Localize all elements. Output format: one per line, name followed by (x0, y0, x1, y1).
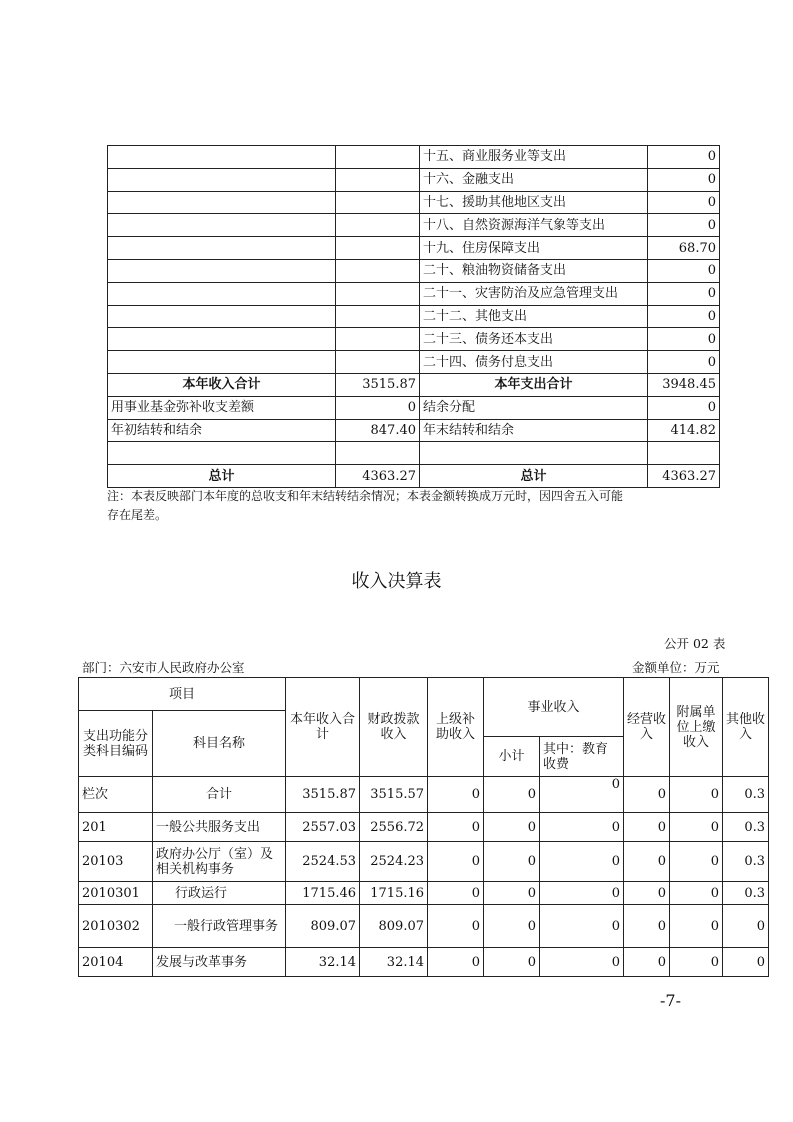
page-number: -7- (660, 991, 681, 1010)
row-fiscal: 1715.16 (360, 882, 428, 905)
income-statement-table (78, 677, 769, 977)
expense-total-label: 本年支出合计 (420, 373, 648, 396)
row-name: 政府办公厅（室）及相关机构事务 (153, 842, 286, 882)
row-edu: 0 (540, 813, 624, 842)
totals-row (108, 373, 720, 396)
expense-value: 0 (648, 305, 720, 328)
header-superior-subsidy: 上级补助收入 (428, 678, 484, 777)
table-row (79, 842, 769, 882)
fund-label: 用事业基金弥补收支差额 (108, 396, 336, 419)
row-other: 0 (723, 948, 769, 977)
table-row (108, 146, 720, 169)
table-row (79, 905, 769, 948)
row-superior: 0 (428, 905, 484, 948)
form-code: 公开 02 表 (664, 636, 726, 651)
expense-value: 0 (648, 351, 720, 374)
income-total-value: 3515.87 (336, 373, 420, 396)
row-affiliated: 0 (670, 948, 723, 977)
table-row (108, 396, 720, 419)
table-row (108, 419, 720, 442)
row-subtotal: 0 (484, 948, 540, 977)
expense-label: 十五、商业服务业等支出 (420, 146, 648, 169)
row-name: 行政运行 (153, 882, 286, 905)
header-business-income: 事业收入 (484, 678, 624, 737)
section-title: 收入决算表 (351, 571, 442, 592)
table-row (108, 237, 720, 260)
table-row (108, 191, 720, 214)
grand-total-value: 4363.27 (648, 465, 720, 488)
table-row (108, 282, 720, 305)
table-row (108, 259, 720, 282)
row-operating: 0 (624, 882, 670, 905)
row-edu: 0 (540, 948, 624, 977)
expense-value: 68.70 (648, 237, 720, 260)
unit-label: 金额单位：万元 (632, 660, 720, 675)
row-subtotal: 0 (484, 813, 540, 842)
expense-total-value: 3948.45 (648, 373, 720, 396)
end-balance-value: 414.82 (648, 419, 720, 442)
table-row (108, 168, 720, 191)
table-row (108, 442, 720, 465)
row-other: 0 (723, 905, 769, 948)
row-superior: 0 (428, 882, 484, 905)
expense-label: 十六、金融支出 (420, 168, 648, 191)
row-code: 20103 (79, 842, 153, 882)
begin-balance-label: 年初结转和结余 (108, 419, 336, 442)
row-other: 0.3 (723, 882, 769, 905)
row-fiscal: 2556.72 (360, 813, 428, 842)
header-item: 项目 (79, 678, 286, 711)
header-subtotal: 小计 (484, 737, 540, 777)
row-operating: 0 (624, 948, 670, 977)
header-fiscal-income: 财政拨款收入 (360, 678, 428, 777)
header-other-income: 其他收入 (723, 678, 769, 777)
row-other: 0.3 (723, 842, 769, 882)
dist-label: 结余分配 (420, 396, 648, 419)
grand-total-value: 4363.27 (336, 465, 420, 488)
row-superior: 0 (428, 813, 484, 842)
row-operating: 0 (624, 842, 670, 882)
expense-value: 0 (648, 191, 720, 214)
header-annual-income: 本年收入合计 (286, 678, 360, 777)
table-row (108, 305, 720, 328)
header-subject-name: 科目名称 (153, 711, 286, 777)
row-superior: 0 (428, 842, 484, 882)
income-total-label: 本年收入合计 (108, 373, 336, 396)
row-subtotal: 0 (484, 882, 540, 905)
row-affiliated: 0 (670, 842, 723, 882)
header-affiliated-income: 附属单位上缴收入 (670, 678, 723, 777)
note-line: 存在尾差。 (107, 508, 168, 522)
row-fiscal: 809.07 (360, 905, 428, 948)
row-affiliated: 0 (670, 905, 723, 948)
row-total: 1715.46 (286, 882, 360, 905)
row-operating: 0 (624, 813, 670, 842)
table-note (107, 487, 727, 525)
row-affiliated: 0 (670, 777, 723, 813)
header-row (79, 678, 769, 711)
dist-value: 0 (648, 396, 720, 419)
expense-value: 0 (648, 214, 720, 237)
row-code: 20104 (79, 948, 153, 977)
table-row (79, 813, 769, 842)
row-affiliated: 0 (670, 813, 723, 842)
header-func-code: 支出功能分类科目编码 (79, 711, 153, 777)
row-edu: 0 (540, 882, 624, 905)
expense-label: 二十四、债务付息支出 (420, 351, 648, 374)
table-row (79, 777, 769, 813)
row-superior: 0 (428, 777, 484, 813)
row-total: 32.14 (286, 948, 360, 977)
row-subtotal: 0 (484, 842, 540, 882)
expense-label: 十九、住房保障支出 (420, 237, 648, 260)
grand-total-label: 总计 (108, 465, 336, 488)
expense-label: 二十一、灾害防治及应急管理支出 (420, 282, 648, 305)
row-superior: 0 (428, 948, 484, 977)
row-subtotal: 0 (484, 905, 540, 948)
expense-label: 二十三、债务还本支出 (420, 328, 648, 351)
row-operating: 0 (624, 777, 670, 813)
expense-label: 十八、自然资源海洋气象等支出 (420, 214, 648, 237)
row-code: 栏次 (79, 777, 153, 813)
expense-value: 0 (648, 259, 720, 282)
expense-label: 十七、援助其他地区支出 (420, 191, 648, 214)
expense-label: 二十、粮油物资储备支出 (420, 259, 648, 282)
row-operating: 0 (624, 905, 670, 948)
header-edu-fee: 其中：教育收费 (540, 737, 624, 777)
row-name: 合计 (153, 777, 286, 813)
expense-value: 0 (648, 328, 720, 351)
row-edu: 0 (540, 842, 624, 882)
row-fiscal: 3515.57 (360, 777, 428, 813)
table-row (108, 328, 720, 351)
table-row (108, 351, 720, 374)
header-operating-income: 经营收入 (624, 678, 670, 777)
row-edu: 0 (540, 905, 624, 948)
table-row (79, 948, 769, 977)
row-name: 发展与改革事务 (153, 948, 286, 977)
row-fiscal: 32.14 (360, 948, 428, 977)
table-row (79, 882, 769, 905)
row-total: 2524.53 (286, 842, 360, 882)
begin-balance-value: 847.40 (336, 419, 420, 442)
row-edu: 0 (540, 777, 624, 813)
row-total: 809.07 (286, 905, 360, 948)
row-name: 一般行政管理事务 (153, 905, 286, 948)
row-code: 2010301 (79, 882, 153, 905)
row-code: 2010302 (79, 905, 153, 948)
expense-value: 0 (648, 282, 720, 305)
row-affiliated: 0 (670, 882, 723, 905)
row-total: 3515.87 (286, 777, 360, 813)
expense-label: 二十二、其他支出 (420, 305, 648, 328)
fund-value: 0 (336, 396, 420, 419)
note-line: 注：本表反映部门本年度的总收支和年末结转结余情况；本表金额转换成万元时，因四舍五入可能 (107, 489, 624, 503)
row-other: 0.3 (723, 813, 769, 842)
grand-total-label: 总计 (420, 465, 648, 488)
end-balance-label: 年末结转和结余 (420, 419, 648, 442)
row-code: 201 (79, 813, 153, 842)
expense-value: 0 (648, 168, 720, 191)
row-fiscal: 2524.23 (360, 842, 428, 882)
row-other: 0.3 (723, 777, 769, 813)
row-subtotal: 0 (484, 777, 540, 813)
income-expense-summary-table (107, 145, 720, 488)
expense-value: 0 (648, 146, 720, 169)
table-row (108, 214, 720, 237)
grand-total-row (108, 465, 720, 488)
row-total: 2557.03 (286, 813, 360, 842)
row-name: 一般公共服务支出 (153, 813, 286, 842)
department-label: 部门：六安市人民政府办公室 (82, 660, 245, 675)
